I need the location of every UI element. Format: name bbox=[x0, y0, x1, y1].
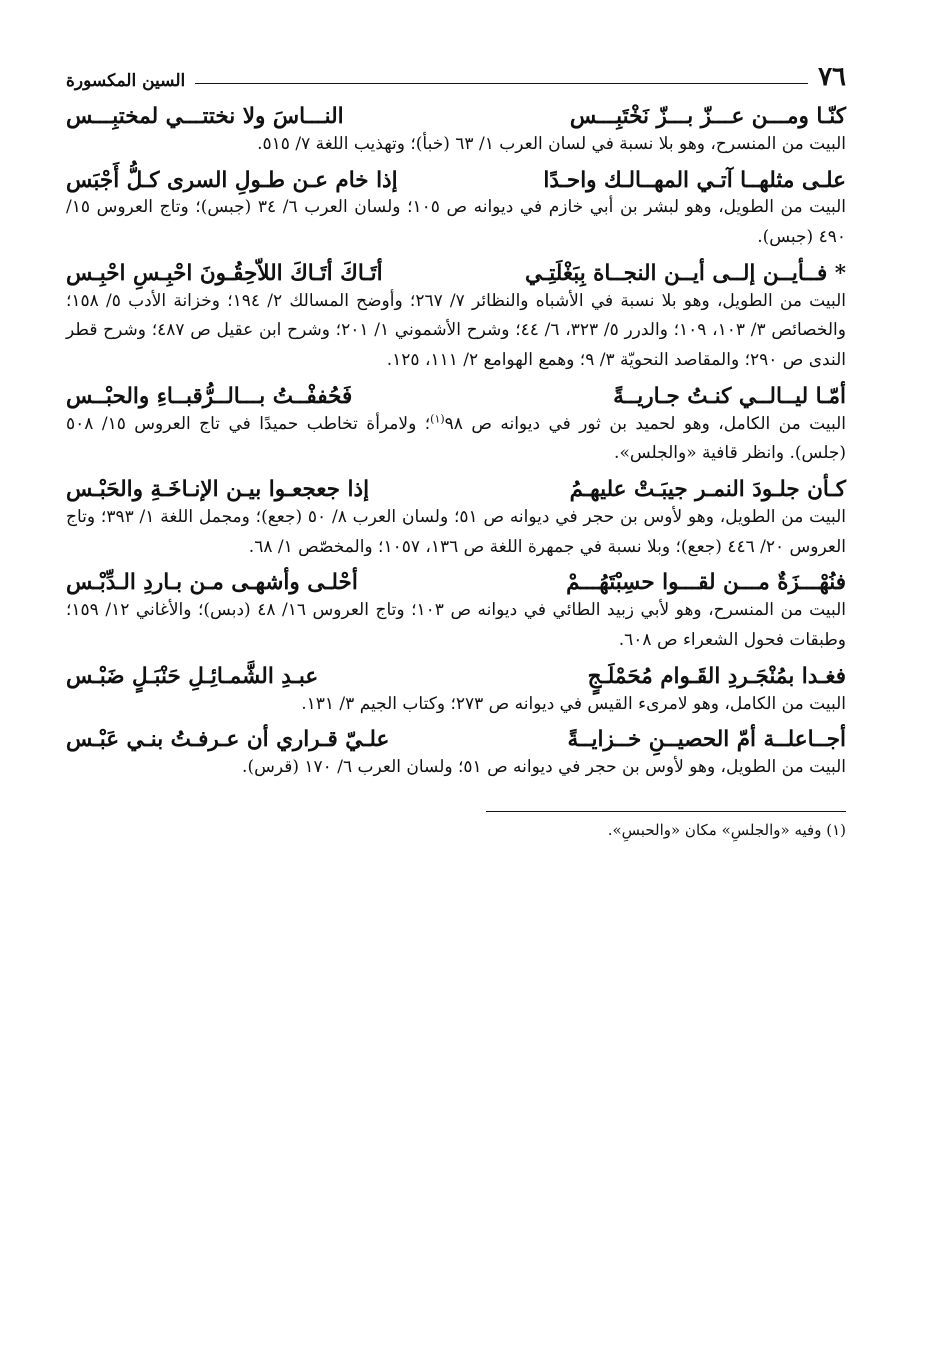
verse-line bbox=[66, 104, 846, 130]
header-rule bbox=[195, 83, 808, 84]
verse-entry bbox=[66, 104, 846, 160]
verse-line bbox=[66, 168, 846, 194]
verse-second-hemistich: أحْلـى وأشهـى مـن بـاردِ الـدِّبْـس bbox=[66, 570, 358, 596]
verse-second-hemistich: أتَـاكَ أتَـاكَ اللاّحِقُـونَ احْبِـسِ احْبِـس bbox=[66, 260, 383, 286]
page-header bbox=[66, 58, 846, 90]
page-number: ٧٦ bbox=[818, 62, 846, 92]
verse-commentary: البيت من الطويل، وهو لأوس بن حجر في ديوانه ص ٥١؛ ولسان العرب ٦/ ١٧٠ (قرس). bbox=[242, 757, 846, 778]
footnote: (١) وفيه «والجلسِ» مكان «والحبسِ». bbox=[607, 820, 846, 839]
verse-first-hemistich: علـى مثلهــا آتـي المهــالـك واحـدًا bbox=[543, 167, 846, 193]
verse-entry bbox=[66, 664, 846, 720]
verse-second-hemistich: إذا خام عـن طـولِ السرى كـلُّ أَجْبَس bbox=[66, 167, 398, 193]
commentary-text-continued: ؛ ولامرأة تخاطب حميدًا في تاج العروس ١٥/ ٥٠٨ (جلس). وانظر قافية «والجلس». bbox=[66, 413, 846, 464]
verse-entry bbox=[66, 261, 846, 376]
verse-commentary: البيت من الطويل، وهو لبشر بن أبي خازم في ديوانه ص ١٠٥؛ ولسان العرب ٦/ ٣٤ (جبس)؛ وتاج العروس ١٥/ ٤٩٠ (جبس). bbox=[66, 197, 846, 248]
verse-second-hemistich: علـيّ قـراري أن عـرفـتُ بنـي عَبْـس bbox=[66, 727, 390, 753]
verse-commentary: البيت من الطويل، وهو بلا نسبة في الأشباه والنظائر ٧/ ٢٦٧؛ وأوضح المسالك ٢/ ١٩٤؛ وخزانة الأدب ٥/ ١٥٨؛ والخصائص ٣/ ١٠٣، ١٠٩؛ والدرر ٥/ ٣٢٣، ٦/ ٤٤؛ وشرح الأشموني ١/ ٢٠١؛ وشرح ابن عقيل ص ٤٨٧؛ وشرح قطر الندى ص ٢٩٠؛ والمقاصد النحويّة ٣/ ٩؛ وهمع الهوامع ٢/ ١١١، ١٢٥. bbox=[66, 290, 847, 371]
verse-line bbox=[66, 477, 846, 503]
verse-first-hemistich: كـأن جلـودَ النمـر جيبَـتْ عليهـمُ bbox=[569, 477, 846, 503]
verse-entry bbox=[66, 168, 846, 253]
commentary-text: البيت من الكامل، وهو لحميد بن ثور في ديوانه ص ٩٨ bbox=[444, 413, 846, 434]
verse-second-hemistich: النـــاسَ ولا نختتـــي لمختبِـــس bbox=[66, 104, 344, 129]
footnote-separator bbox=[486, 811, 846, 812]
verse-line bbox=[66, 727, 846, 753]
footnote-reference[interactable]: (١) bbox=[430, 412, 445, 426]
verse-first-hemistich: * فــأيــن إلــى أيــن النجــاة بِبَغْلَتِـي bbox=[525, 260, 846, 286]
verse-commentary bbox=[66, 410, 846, 470]
verse-second-hemistich: فَحُففْــتُ بـــالــرُّقبــاءِ والحبْــس bbox=[66, 383, 353, 409]
verse-line bbox=[66, 664, 846, 690]
verse-first-hemistich: فنُهْـــزَةٌ مـــن لقـــوا حسِبْتَهُـــمْ bbox=[566, 570, 846, 596]
verse-first-hemistich: أجــاعلــة أمّ الحصيــنِ خــزايــةً bbox=[567, 727, 846, 753]
verse-first-hemistich: أمّـا ليــالــي كنـتُ جـاريــةً bbox=[613, 383, 846, 409]
verse-commentary: البيت من الطويل، وهو لأوس بن حجر في ديوانه ص ٥١؛ ولسان العرب ٨/ ٥٠ (جعع)؛ ومجمل اللغة ١/ ٣٩٣؛ وتاج العروس ٢٠/ ٤٤٦ (جعع)؛ وبلا نسبة في جمهرة اللغة ص ١٣٦، ١٠٥٧؛ والمخصّص ١/ ٦٨. bbox=[66, 506, 846, 557]
verse-entry bbox=[66, 727, 846, 783]
verse-entry bbox=[66, 570, 846, 655]
verse-first-hemistich: فغـدا بمُنْجَـردِ القَـوام مُحَمْلَـجٍ bbox=[587, 663, 846, 689]
verse-line bbox=[66, 261, 846, 287]
verse-entry bbox=[66, 477, 846, 562]
verse-entry bbox=[66, 384, 846, 469]
verse-line bbox=[66, 570, 846, 596]
verse-line bbox=[66, 384, 846, 410]
verse-first-hemistich: كنّـا ومـــن عـــزّ بـــزّ نَخْتَبِـــس bbox=[569, 104, 846, 129]
running-title: السين المكسورة bbox=[66, 71, 186, 91]
verse-second-hemistich: عبـدِ الشَّمـائِـلِ حَنْبَـلٍ ضَبْـس bbox=[66, 663, 319, 689]
verse-commentary: البيت من المنسرح، وهو لأبي زبيد الطائي في ديوانه ص ١٠٣؛ وتاج العروس ١٦/ ٤٨ (دبس)؛ والأغاني ١٢/ ١٥٩؛ وطبقات فحول الشعراء ص ٦٠٨. bbox=[66, 600, 846, 651]
verse-commentary: البيت من المنسرح، وهو بلا نسبة في لسان العرب ١/ ٦٣ (خبأ)؛ وتهذيب اللغة ٧/ ٥١٥. bbox=[257, 133, 846, 154]
verse-commentary: البيت من الكامل، وهو لامرىء القيس في ديوانه ص ٢٧٣؛ وكتاب الجيم ٣/ ١٣١. bbox=[301, 693, 846, 714]
verse-second-hemistich: إذا جعجعـوا بيـن الإنـاخَـةِ والحَبْـس bbox=[66, 477, 370, 503]
